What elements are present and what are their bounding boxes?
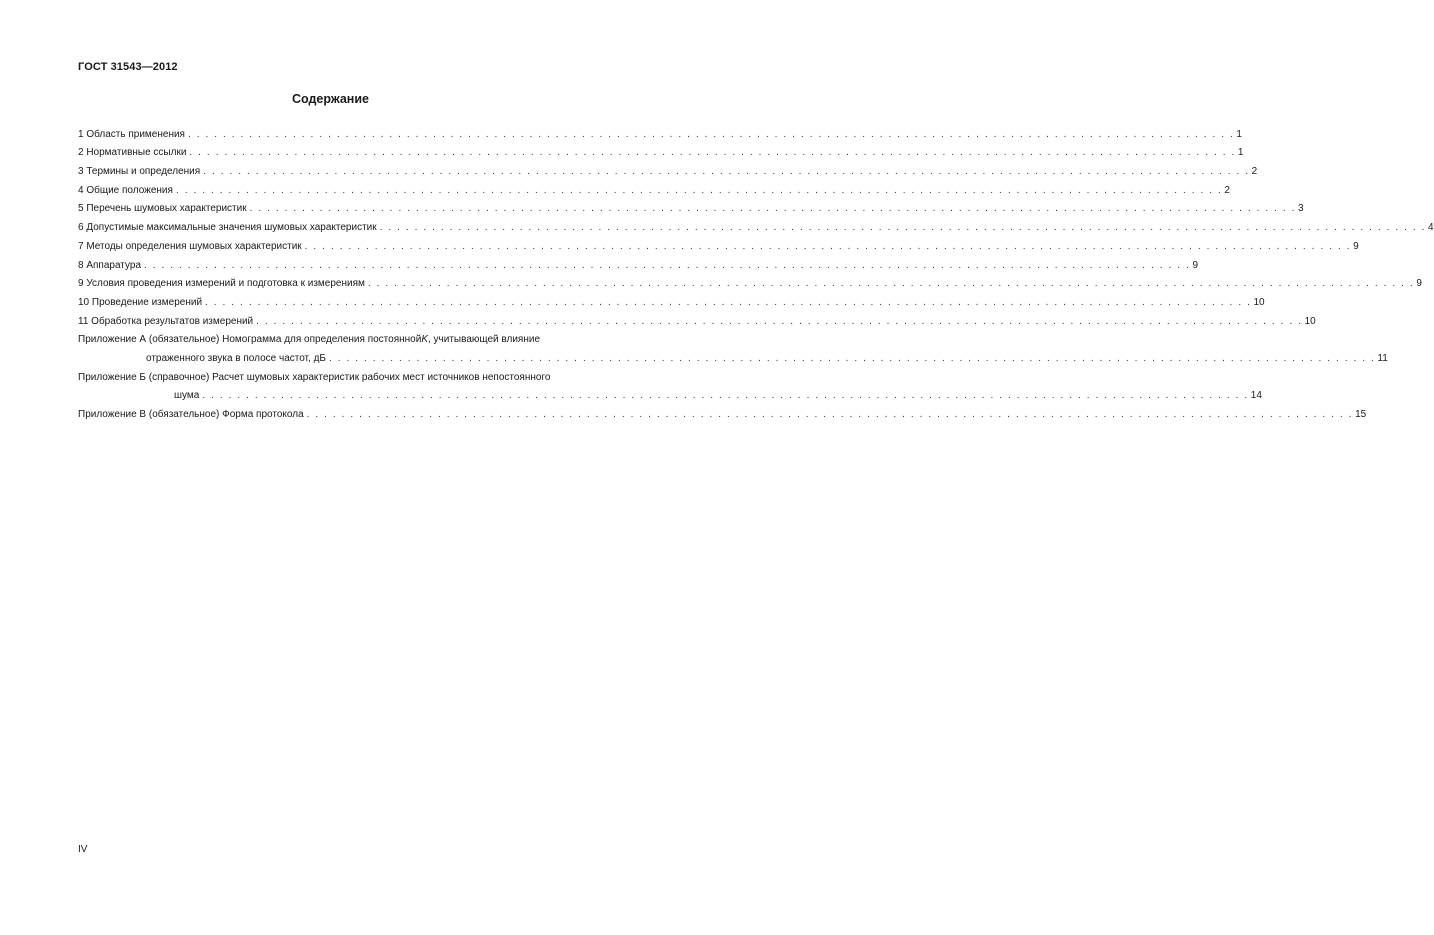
toc-entry-page: 2: [1251, 166, 1258, 178]
toc-entry[interactable]: [78, 272, 1422, 291]
leader-dots: . . . . . . . . . . . . . . . . . . . . . . . . . . . . . . . . . . . . . . . . . . . . . . . . . . . . . . . . . . . . . . . . . . . . . . . . . . . . . . . . . . . . . . . . . . . . . . . . . . . . . . . . . . . . . . . . . . . . . . . .: [175, 184, 1223, 196]
toc-entry-appendix-b[interactable]: [78, 365, 1262, 402]
toc-entries: [78, 122, 1434, 328]
toc-entry-label: 11 Обработка результатов измерений: [78, 315, 254, 327]
leader-dots: . . . . . . . . . . . . . . . . . . . . . . . . . . . . . . . . . . . . . . . . . . . . . . . . . . . . . . . . . . . . . . . . . . . . . . . . . . . . . . . . . . . . . . . . . . . . . . . . . . . . . . . . . . . . . . . . . . . . . . . .: [256, 315, 1303, 327]
toc-entry-page: 10: [1253, 296, 1265, 308]
leader-dots: . . . . . . . . . . . . . . . . . . . . . . . . . . . . . . . . . . . . . . . . . . . . . . . . . . . . . . . . . . . . . . . . . . . . . . . . . . . . . . . . . . . . . . . . . . . . . . . . . . . . . . . . . . . . . . . . . . . . . . . .: [329, 352, 1376, 364]
toc-entry-label: 7 Методы определения шумовых характеристик: [78, 240, 302, 252]
toc-entry[interactable]: [78, 309, 1316, 328]
leader-dots: . . . . . . . . . . . . . . . . . . . . . . . . . . . . . . . . . . . . . . . . . . . . . . . . . . . . . . . . . . . . . . . . . . . . . . . . . . . . . . . . . . . . . . . . . . . . . . . . . . . . . . . . . . . . . . . . . . . . . . . .: [205, 296, 1252, 308]
leader-dots: . . . . . . . . . . . . . . . . . . . . . . . . . . . . . . . . . . . . . . . . . . . . . . . . . . . . . . . . . . . . . . . . . . . . . . . . . . . . . . . . . . . . . . . . . . . . . . . . . . . . . . . . . . . . . . . . . . . . . . . .: [367, 278, 1415, 290]
toc-entry-page: 3: [1298, 203, 1304, 215]
toc-entry-page: 1: [1236, 128, 1242, 140]
leader-dots: . . . . . . . . . . . . . . . . . . . . . . . . . . . . . . . . . . . . . . . . . . . . . . . . . . . . . . . . . . . . . . . . . . . . . . . . . . . . . . . . . . . . . . . . . . . . . . . . . . . . . . . . . . . . . . . . . . . . . . . .: [203, 166, 1250, 178]
toc-entry-label: 2 Нормативные ссылки: [78, 147, 187, 159]
toc-entry-appendix-a[interactable]: [78, 328, 1388, 365]
toc-entry[interactable]: [78, 197, 1304, 216]
appendix-b-line1: Приложение Б (справочное) Расчет шумовых характеристик рабочих мест источников непостоянного: [78, 371, 551, 383]
toc-entry-label: 4 Общие положения: [78, 184, 173, 196]
toc-title: Содержание: [291, 92, 369, 106]
leader-dots: . . . . . . . . . . . . . . . . . . . . . . . . . . . . . . . . . . . . . . . . . . . . . . . . . . . . . . . . . . . . . . . . . . . . . . . . . . . . . . . . . . . . . . . . . . . . . . . . . . . . . . . . . . . . . . . . . . . . . . . .: [306, 409, 1354, 420]
toc-entry[interactable]: [78, 122, 1242, 141]
toc-entry-appendix-c[interactable]: [78, 402, 1367, 421]
toc-entry-label: 6 Допустимые максимальные значения шумовых характеристик: [78, 222, 377, 234]
toc-entry-label: 5 Перечень шумовых характеристик: [78, 203, 247, 215]
leader-dots: . . . . . . . . . . . . . . . . . . . . . . . . . . . . . . . . . . . . . . . . . . . . . . . . . . . . . . . . . . . . . . . . . . . . . . . . . . . . . . . . . . . . . . . . . . . . . . . . . . . . . . . . . . . . . . . . . . . . . . . .: [202, 390, 1249, 402]
appendix-a-var: K: [421, 334, 428, 346]
leader-dots: . . . . . . . . . . . . . . . . . . . . . . . . . . . . . . . . . . . . . . . . . . . . . . . . . . . . . . . . . . . . . . . . . . . . . . . . . . . . . . . . . . . . . . . . . . . . . . . . . . . . . . . . . . . . . . . . . . . . . . . .: [304, 240, 1352, 252]
table-of-contents: [78, 122, 1434, 421]
toc-entry[interactable]: [78, 253, 1198, 272]
appendix-c-label: Приложение В (обязательное) Форма протокола: [78, 409, 304, 420]
appendix-c-page: 15: [1355, 409, 1367, 420]
appendix-a-line1-post: , учитывающей влияние: [428, 334, 541, 346]
leader-dots: . . . . . . . . . . . . . . . . . . . . . . . . . . . . . . . . . . . . . . . . . . . . . . . . . . . . . . . . . . . . . . . . . . . . . . . . . . . . . . . . . . . . . . . . . . . . . . . . . . . . . . . . . . . . . . . . . . . . . . . .: [249, 203, 1296, 215]
toc-entry-label: 3 Термины и определения: [78, 166, 201, 178]
page-number: IV: [78, 844, 88, 855]
toc-entry-page: 1: [1237, 147, 1244, 159]
toc-entry-page: 10: [1304, 315, 1316, 327]
toc-entry[interactable]: [78, 290, 1265, 309]
leader-dots: . . . . . . . . . . . . . . . . . . . . . . . . . . . . . . . . . . . . . . . . . . . . . . . . . . . . . . . . . . . . . . . . . . . . . . . . . . . . . . . . . . . . . . . . . . . . . . . . . . . . . . . . . . . . . . . . . . . . . . . .: [379, 222, 1427, 234]
toc-entry-page: 2: [1224, 184, 1230, 196]
toc-entry[interactable]: [78, 159, 1258, 178]
leader-dots: . . . . . . . . . . . . . . . . . . . . . . . . . . . . . . . . . . . . . . . . . . . . . . . . . . . . . . . . . . . . . . . . . . . . . . . . . . . . . . . . . . . . . . . . . . . . . . . . . . . . . . . . . . . . . . . . . . . . . . . .: [144, 259, 1191, 271]
toc-entry-page: 9: [1192, 259, 1198, 271]
appendix-a-line1-pre: Приложение А (обязательное) Номограмма для определения постоянной: [78, 334, 422, 346]
toc-entry[interactable]: [78, 234, 1359, 253]
appendix-b-line2: шума: [174, 390, 200, 402]
document-id: ГОСТ 31543—2012: [78, 61, 178, 73]
toc-entry[interactable]: [78, 141, 1244, 160]
toc-entry-page: 9: [1353, 240, 1359, 252]
toc-entry[interactable]: [78, 178, 1230, 197]
toc-entry-label: 8 Аппаратура: [78, 259, 142, 271]
leader-dots: . . . . . . . . . . . . . . . . . . . . . . . . . . . . . . . . . . . . . . . . . . . . . . . . . . . . . . . . . . . . . . . . . . . . . . . . . . . . . . . . . . . . . . . . . . . . . . . . . . . . . . . . . . . . . . . . . . . . . . . .: [187, 128, 1235, 140]
leader-dots: . . . . . . . . . . . . . . . . . . . . . . . . . . . . . . . . . . . . . . . . . . . . . . . . . . . . . . . . . . . . . . . . . . . . . . . . . . . . . . . . . . . . . . . . . . . . . . . . . . . . . . . . . . . . . . . . . . . . . . . .: [189, 147, 1236, 159]
toc-entry-label: 1 Область применения: [78, 128, 185, 140]
appendix-a-page: 11: [1377, 352, 1388, 364]
appendix-a-line2: отраженного звука в полосе частот, дБ: [146, 352, 326, 364]
toc-entry-page: 9: [1416, 278, 1422, 290]
toc-entry-page: 4: [1428, 222, 1434, 234]
appendix-b-page: 14: [1250, 390, 1262, 402]
toc-entry-label: 9 Условия проведения измерений и подготовка к измерениям: [78, 278, 365, 290]
toc-entry-label: 10 Проведение измерений: [78, 296, 203, 308]
toc-entry[interactable]: [78, 215, 1434, 234]
